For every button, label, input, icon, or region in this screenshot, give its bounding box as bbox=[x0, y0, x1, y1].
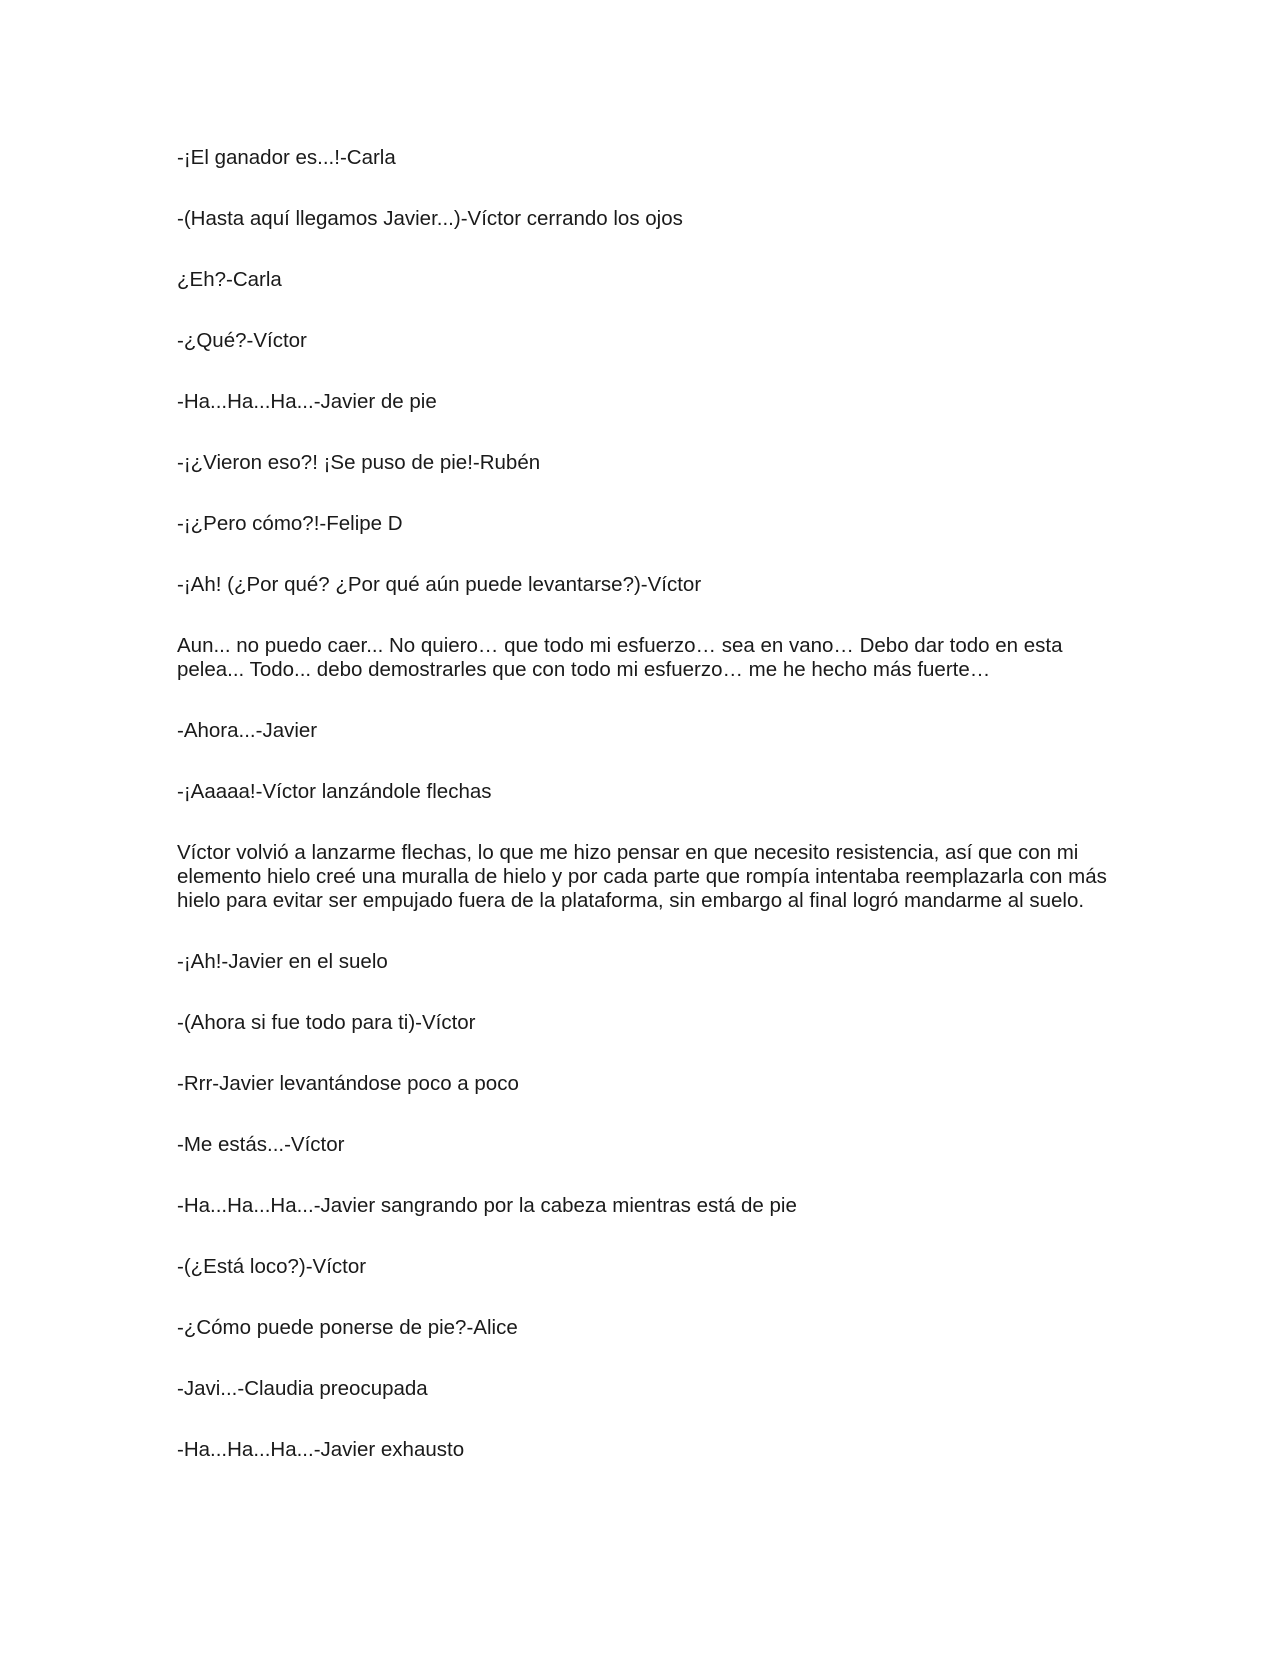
paragraph-11: -¡Aaaaa!-Víctor lanzándole flechas bbox=[177, 780, 492, 803]
paragraph-6: -¡¿Vieron eso?! ¡Se puso de pie!-Rubén bbox=[177, 451, 541, 474]
paragraph-21: -Ha...Ha...Ha...-Javier exhausto bbox=[177, 1438, 465, 1461]
paragraph-7: -¡¿Pero cómo?!-Felipe D bbox=[177, 512, 403, 535]
paragraph-18: -(¿Está loco?)-Víctor bbox=[177, 1255, 367, 1278]
paragraph-20: -Javi...-Claudia preocupada bbox=[177, 1377, 428, 1400]
paragraph-4: -¿Qué?-Víctor bbox=[177, 329, 307, 352]
paragraph-15: -Rrr-Javier levantándose poco a poco bbox=[177, 1072, 519, 1095]
paragraph-2: -(Hasta aquí llegamos Javier...)-Víctor cerrando los ojos bbox=[177, 207, 683, 230]
paragraph-3: ¿Eh?-Carla bbox=[177, 268, 282, 291]
paragraph-19: -¿Cómo puede ponerse de pie?-Alice bbox=[177, 1316, 518, 1339]
paragraph-13: -¡Ah!-Javier en el suelo bbox=[177, 950, 388, 973]
paragraph-17: -Ha...Ha...Ha...-Javier sangrando por la cabeza mientras está de pie bbox=[177, 1194, 797, 1217]
paragraph-8: -¡Ah! (¿Por qué? ¿Por qué aún puede levantarse?)-Víctor bbox=[177, 573, 702, 596]
paragraph-9: Aun... no puedo caer... No quiero… que todo mi esfuerzo… sea en vano… Debo dar todo en esta pelea... Todo... debo demostrarles que con todo mi esfuerzo… me he hecho más fuerte… bbox=[177, 634, 1063, 681]
paragraph-12: Víctor volvió a lanzarme flechas, lo que me hizo pensar en que necesito resistencia, así que con mi elemento hielo creé una muralla de hielo y por cada parte que rompía intentaba reemplazarla con más hielo para evitar ser empujado fuera de la plataforma, sin embargo al final logró mandarme al suelo. bbox=[177, 841, 1107, 912]
paragraph-10: -Ahora...-Javier bbox=[177, 719, 318, 742]
paragraph-5: -Ha...Ha...Ha...-Javier de pie bbox=[177, 390, 437, 413]
document-body bbox=[177, 146, 1107, 1499]
paragraph-14: -(Ahora si fue todo para ti)-Víctor bbox=[177, 1011, 476, 1034]
paragraph-16: -Me estás...-Víctor bbox=[177, 1133, 345, 1156]
paragraph-1: -¡El ganador es...!-Carla bbox=[177, 146, 396, 169]
